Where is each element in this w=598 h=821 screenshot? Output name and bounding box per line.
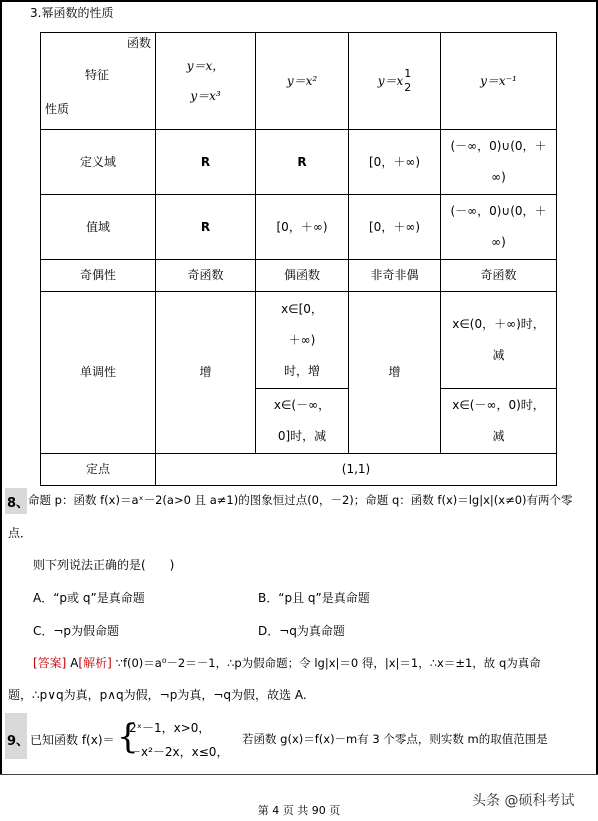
- question-8-option-a[interactable]: A．“p或 q”是真命题: [33, 591, 145, 605]
- question-8-stem-cont: 点．: [8, 526, 33, 540]
- header-col-3: [349, 33, 441, 130]
- mono-col-1: 增: [156, 292, 256, 454]
- domain-col-1: R: [156, 130, 256, 195]
- domain-col-3: [0，＋∞): [349, 130, 441, 195]
- question-9-number: 9、: [7, 734, 30, 749]
- mono-col-3: 增: [349, 292, 441, 454]
- mono-col-4-top: x∈(0，＋∞)时， 减: [441, 292, 557, 389]
- row-label-monotonic: 单调性: [41, 292, 156, 454]
- header-col-2: y＝x²: [256, 33, 349, 130]
- header-col-4: y＝x⁻¹: [441, 33, 557, 130]
- fixed-point-value: (1,1): [156, 454, 557, 486]
- range-col-2: [0，＋∞): [256, 195, 349, 260]
- domain-col-4: (－∞，0)∪(0，＋ ∞): [441, 130, 557, 195]
- table-header-row: [41, 33, 557, 130]
- table-row-parity: [41, 260, 557, 292]
- row-label-range: 值域: [41, 195, 156, 260]
- answer-tag: [答案]: [33, 656, 67, 670]
- header-col-3-base: y＝x: [377, 73, 404, 88]
- analysis-text-1: ∵f(0)＝a⁰－2＝－1，∴p为假命题；令 lg|x|＝0 得，|x|＝1，∴x＝±1，故 q为真命: [115, 656, 541, 670]
- header-col-3-exponent: 1 2: [404, 67, 412, 94]
- watermark: 头条 @硕科考试: [472, 793, 575, 809]
- parity-col-1: 奇函数: [156, 260, 256, 292]
- question-8-prompt: 则下列说法正确的是( ): [33, 558, 175, 572]
- table-row-domain: [41, 130, 557, 195]
- answer-letter: A: [70, 656, 79, 670]
- parity-col-2: 偶函数: [256, 260, 349, 292]
- question-9-piece-2: －x²－2x，x≤0，: [129, 745, 229, 759]
- row-label-parity: 奇偶性: [41, 260, 156, 292]
- table-row-monotonic-top: [41, 292, 557, 389]
- question-8-number: 8、: [7, 496, 30, 511]
- header-label-feature: 特征: [85, 68, 110, 82]
- row-label-domain: 定义域: [41, 130, 156, 195]
- header-col-1: [156, 33, 256, 130]
- question-8-stem: 命题 p：函数 f(x)＝aˣ－2(a>0 且 a≠1)的图象恒过点(0，－2)；命题 q：函数 f(x)＝lg|x|(x≠0)有两个零: [28, 493, 573, 507]
- mono-col-4-bottom: x∈(－∞，0)时， 减: [441, 389, 557, 454]
- header-label-function: 函数: [126, 36, 151, 50]
- range-col-1: R: [156, 195, 256, 260]
- range-col-4: (－∞，0)∪(0，＋ ∞): [441, 195, 557, 260]
- table-row-fixed-point: [41, 454, 557, 486]
- header-col-1-line2: y＝x³: [190, 89, 221, 103]
- section-title: 3.幂函数的性质: [30, 6, 114, 20]
- question-8-option-c[interactable]: C．¬p为假命题: [33, 624, 120, 638]
- range-col-3: [0，＋∞): [349, 195, 441, 260]
- analysis-tag: [解析]: [78, 656, 112, 670]
- page-footer: 第 4 页 共 90 页: [257, 804, 341, 817]
- question-9-tail: 若函数 g(x)＝f(x)－m有 3 个零点，则实数 m的取值范围是: [242, 732, 548, 746]
- power-function-table: [40, 32, 557, 486]
- question-8-option-b[interactable]: B．“p且 q”是真命题: [258, 591, 370, 605]
- mono-col-2-bottom: x∈(－∞， 0]时，减: [256, 389, 349, 454]
- question-9-lead: 已知函数 f(x)＝: [30, 733, 115, 747]
- page-frame-top: [0, 0, 597, 2]
- piecewise-brace: {: [117, 717, 139, 757]
- header-label-property: 性质: [45, 102, 70, 116]
- parity-col-3: 非奇非偶: [349, 260, 441, 292]
- mono-col-2-top: x∈[0， ＋∞) 时，增: [256, 292, 349, 389]
- table-row-range: [41, 195, 557, 260]
- page-frame-bottom: [0, 774, 598, 775]
- header-col-1-line1: y＝x，: [186, 59, 225, 73]
- question-8-option-d[interactable]: D．¬q为真命题: [258, 624, 345, 638]
- row-label-fixed-point: 定点: [41, 454, 156, 486]
- domain-col-2: R: [256, 130, 349, 195]
- header-diagonal-cell: [41, 33, 156, 130]
- question-8-analysis-2: 题，∴p∨q为真，p∧q为假，¬p为真，¬q为假，故选 A.: [8, 688, 307, 702]
- question-9-piece-1: 2ˣ－1，x>0，: [129, 721, 211, 735]
- page-frame-left: [0, 0, 2, 775]
- question-8-answer-line: [33, 654, 541, 671]
- parity-col-4: 奇函数: [441, 260, 557, 292]
